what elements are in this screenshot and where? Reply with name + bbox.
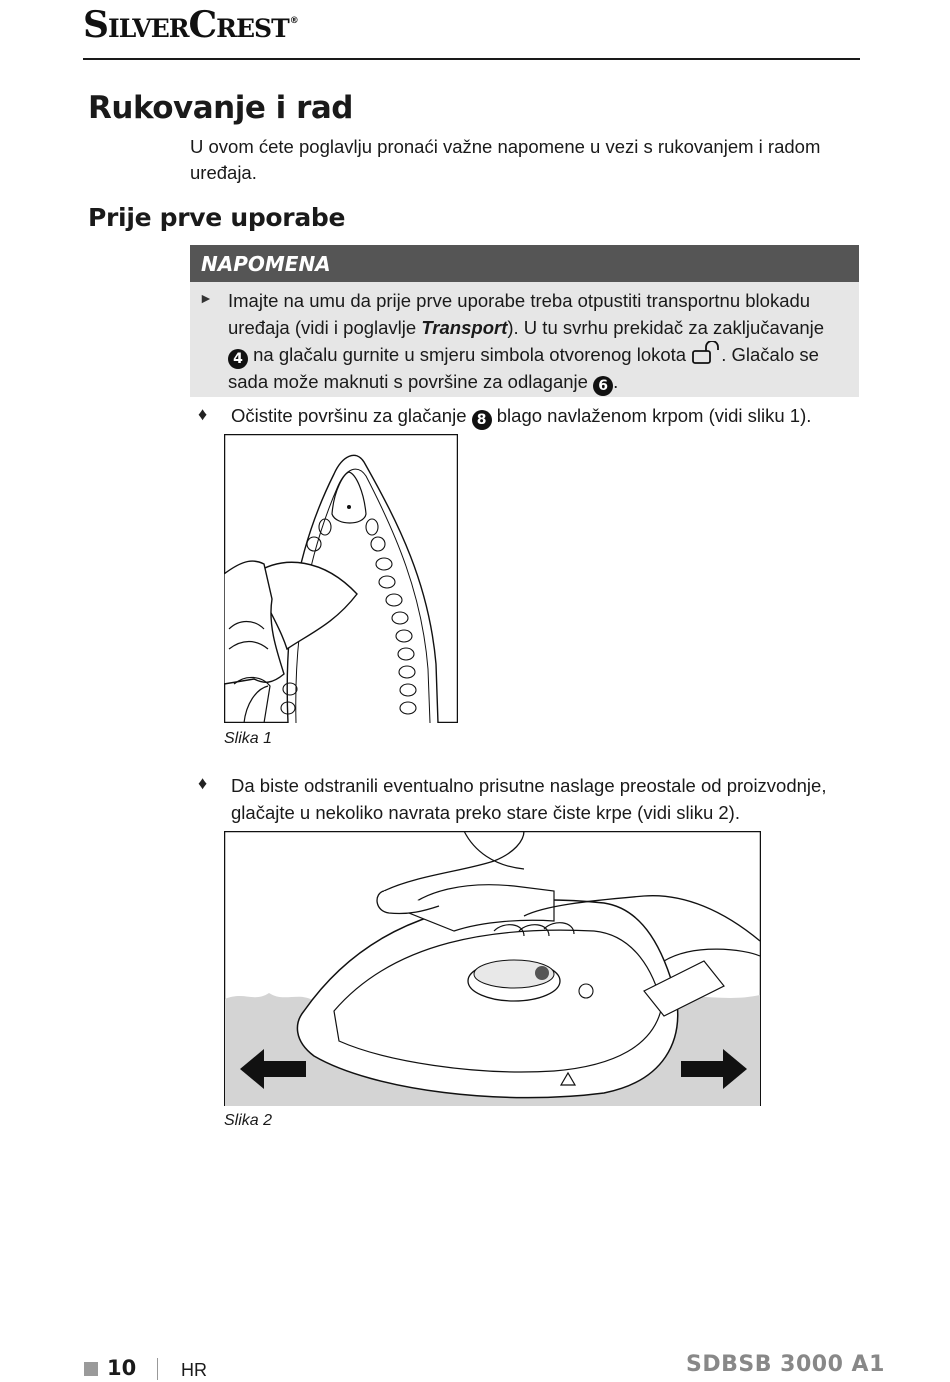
page-number: 10 bbox=[107, 1356, 137, 1380]
figure-2-ironing-illustration bbox=[224, 831, 761, 1106]
bullet-diamond-icon: ♦ bbox=[198, 404, 208, 424]
figure-2-caption: Slika 2 bbox=[224, 1112, 273, 1129]
note-arrow-icon: ► bbox=[199, 290, 213, 306]
bullet-text-iron-old-cloth: Da biste odstranili eventualno prisutne naslage preostale od proizvodnje, glačajte u nekoliko navrata preko stare čiste krpe (vidi sliku 2). bbox=[231, 775, 827, 823]
footer-square-icon bbox=[84, 1362, 98, 1376]
language-code: HR bbox=[181, 1360, 207, 1380]
section-intro: U ovom ćete poglavlju pronaći važne napomene u vezi s rukovanjem i radom uređaja. bbox=[190, 136, 821, 183]
brand-logo: SilverCrest® bbox=[83, 4, 298, 46]
note-text: Imajte na umu da prije prve uporabe treba otpustiti transportnu blokadu uređaja (vidi i poglavlje Transport). U tu svrhu prekidač za zaključavanje 4 na glačalu gurnite u smjeru simbola otvorenog lokota . Glačalo se sada može maknuti s površine za odlaganje 6 . bbox=[228, 290, 825, 394]
figure-1-soleplate-illustration bbox=[224, 434, 458, 723]
ref-number-6: 6 bbox=[593, 376, 613, 396]
bullet-text-clean-soleplate: Očistite površinu za glačanje 8 blago navlaženom krpom (vidi sliku 1). bbox=[231, 405, 812, 428]
note-heading: NAPOMENA bbox=[201, 252, 331, 276]
figure-1-caption: Slika 1 bbox=[224, 730, 273, 747]
header-rule bbox=[83, 58, 860, 60]
footer-divider bbox=[157, 1358, 158, 1380]
model-number: SDBSB 3000 A1 bbox=[686, 1352, 885, 1377]
open-padlock-icon bbox=[691, 341, 721, 365]
section-title: Rukovanje i rad bbox=[88, 90, 353, 126]
ref-number-8: 8 bbox=[472, 410, 492, 430]
bullet-diamond-icon: ♦ bbox=[198, 773, 208, 793]
ref-number-4: 4 bbox=[228, 349, 248, 369]
transport-chapter-ref: Transport bbox=[421, 316, 508, 338]
subsection-title: Prije prve uporabe bbox=[88, 203, 346, 232]
